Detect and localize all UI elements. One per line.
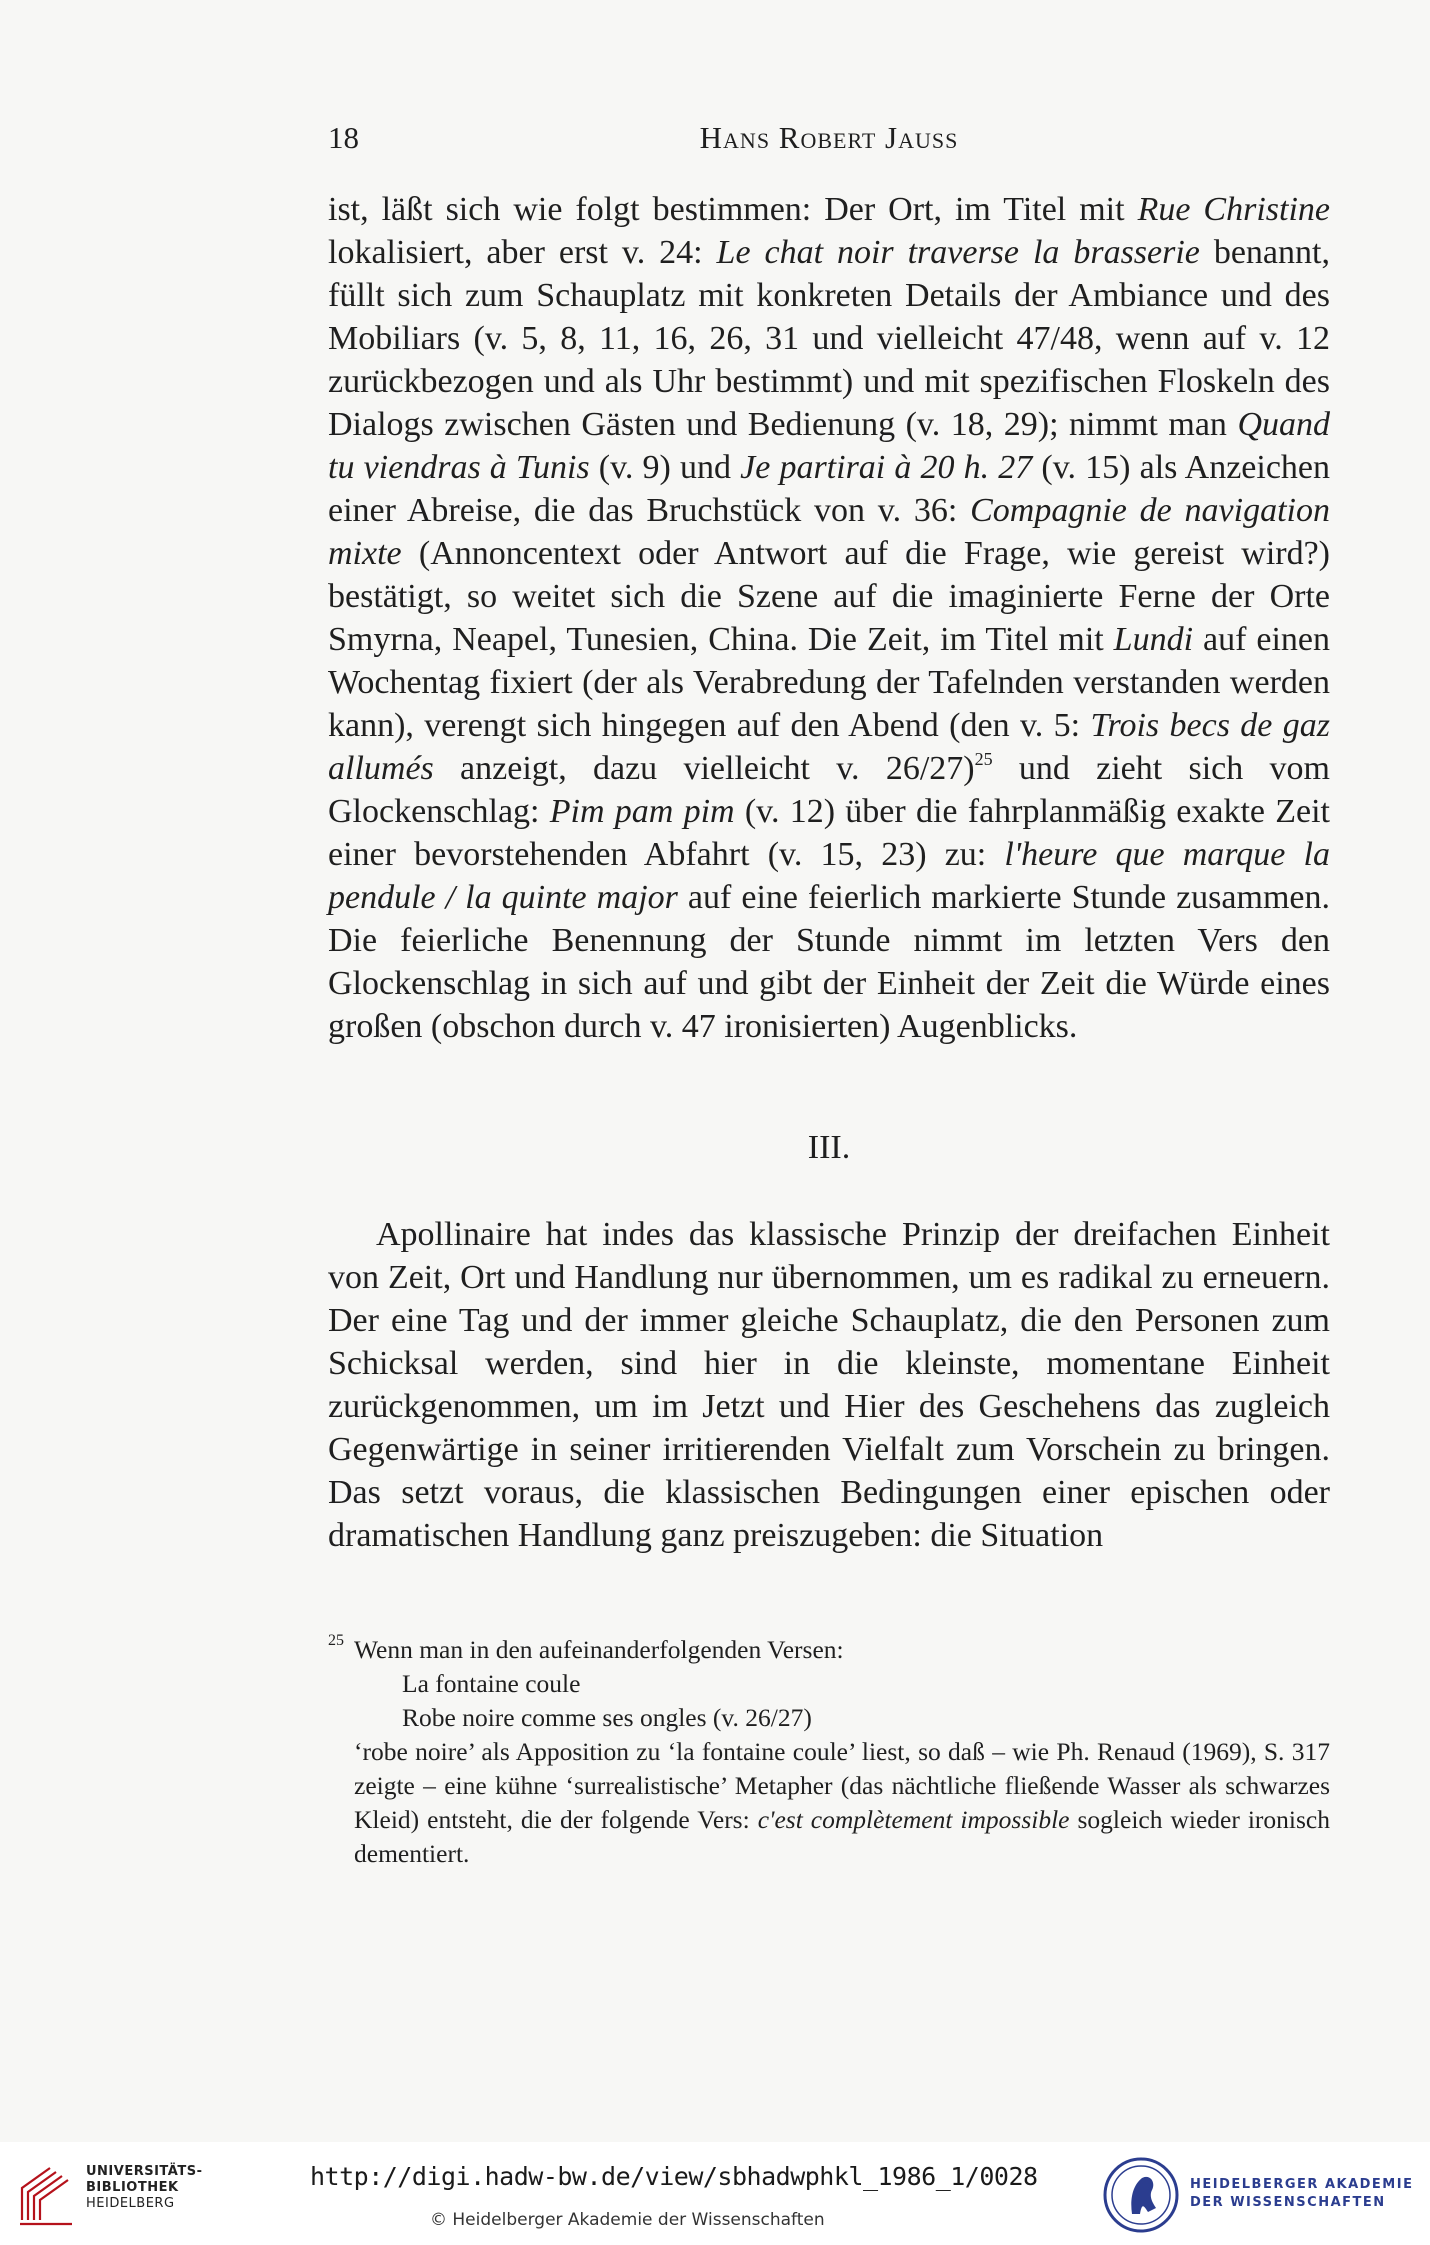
main-text (328, 188, 1330, 1557)
footnote-reference[interactable]: 25 (974, 749, 993, 769)
title-citation: Rue Christine (1137, 191, 1330, 228)
paragraph-1 (328, 188, 1330, 1048)
footnote-text: sogleich wieder ironisch dementiert. (354, 1805, 1331, 1868)
digitization-footer (0, 2142, 1430, 2245)
verse-citation: c'est complètement impossible (757, 1805, 1070, 1834)
verse-citation: Trois becs de gaz allumés (328, 707, 1330, 787)
footnote-text: ‘robe noire’ als Apposition zu ‘la fontaine coule’ liest, so daß – wie Ph. Renaud (1969), S. 317 zeigte – eine kühne ‘surrealistische’ Metapher (das nächtliche fließende Wasser als schwarzes Kleid) entsteht, die der folgende Vers: (354, 1737, 1330, 1834)
text-run: (v. 15) als Anzeichen einer Abreise, die das Bruchstück von v. 36: (328, 449, 1331, 529)
verse-citation: l'heure que marque la pendule / la quinte major (328, 836, 1330, 916)
ub-line: UNIVERSITÄTS- (86, 2164, 203, 2179)
ub-line: BIBLIOTHEK (86, 2180, 179, 2195)
footnote-text: Wenn man in den aufeinanderfolgenden Versen: (354, 1635, 844, 1664)
footnote-25 (328, 1633, 1330, 1667)
verse-citation: Quand tu viendras à Tunis (328, 406, 1330, 486)
footnotes (328, 1633, 1330, 1871)
university-library-name (86, 2164, 202, 2212)
academy-line: HEIDELBERGER AKADEMIE (1190, 2177, 1414, 2192)
academy-name (1190, 2176, 1413, 2212)
footnote-verse: La fontaine coule (402, 1669, 581, 1698)
text-run: lokalisiert, aber erst v. 24: (328, 234, 717, 271)
footnote-mark: 25 (328, 1632, 344, 1649)
footnote-verse: Robe noire comme ses ongles (v. 26/27) (402, 1703, 812, 1732)
verse-citation: Je partirai à 20 h. 27 (740, 449, 1033, 486)
copyright-notice: © Heidelberger Akademie der Wissenschaften (430, 2210, 825, 2230)
page-number: 18 (328, 120, 359, 155)
text-run: auf eine feierlich markierte Stunde zusammen. Die feierliche Benennung der Stunde nimmt im letzten Vers den Glockenschlag in sich auf und gibt der Einheit der Zeit die Würde eines großen (obschon durch v. 47 ironisierten) Augenblicks. (328, 879, 1330, 1045)
academy-line: DER WISSENSCHAFTEN (1190, 2195, 1386, 2210)
running-head: Hans Robert Jauss (699, 120, 959, 155)
text-run: (v. 12) über die fahrplanmäßig exakte Zeit einer bevorstehenden Abfahrt (v. 15, 23) zu: (328, 793, 1330, 873)
verse-citation: Pim pam pim (549, 793, 735, 830)
ub-line: HEIDELBERG (86, 2196, 175, 2211)
verse-citation: Compagnie de navigation mixte (328, 492, 1330, 572)
text-run: auf einen Wochentag fixiert (der als Verabredung der Tafelnden verstanden werden kann), verengt sich hingegen auf den Abend (den v. 5: (328, 621, 1330, 744)
section-heading: III. (807, 1129, 851, 1166)
verse-citation: Le chat noir traverse la brasserie (716, 234, 1200, 271)
text-run: benannt, füllt sich zum Schauplatz mit konkreten Details der Ambiance und des Mobiliars (v. 5, 8, 11, 16, 26, 31 und vielleicht 47/48, wenn auf v. 12 zurückbezogen und als Uhr bestimmt) und mit spezifischen Floskeln des Dialogs zwischen Gästen und Bedienung (v. 18, 29); nimmt man (328, 234, 1330, 443)
text-run: (Annoncentext oder Antwort auf die Frage, wie gereist wird?) bestätigt, so weitet sich die Szene auf die imaginierte Ferne der Orte Smyrna, Neapel, Tunesien, China. Die Zeit, im Titel mit (328, 535, 1330, 658)
paragraph-2: Apollinaire hat indes das klassische Prinzip der dreifachen Einheit von Zeit, Ort und Handlung nur übernommen, um es radikal zu erneuern. Der eine Tag und der immer gleiche Schauplatz, die den Personen zum Schicksal werden, sind hier in die kleinste, momentane Einheit zurückgenommen, um im Jetzt und Hier des Geschehens das zugleich Gegenwärtige in seiner irritierenden Vielfalt zum Vorschein zu bringen. Das setzt voraus, die klassischen Bedingungen einer epischen oder dramatischen Handlung ganz preiszugeben: die Situation (328, 1216, 1330, 1554)
academy-seal-icon[interactable] (1102, 2156, 1180, 2234)
text-run: anzeigt, dazu vielleicht v. 26/27) (433, 750, 975, 787)
text-run: und zieht sich vom Glockenschlag: (328, 750, 1330, 830)
university-library-logo-icon[interactable] (16, 2160, 80, 2230)
text-run: (v. 9) und (589, 449, 741, 486)
permalink-url[interactable]: http://digi.hadw-bw.de/view/sbhadwphkl_1986_1/0028 (310, 2162, 1038, 2191)
title-citation: Lundi (1113, 621, 1194, 658)
footnote-body (328, 1735, 1330, 1871)
text-run: ist, läßt sich wie folgt bestimmen: Der Ort, im Titel mit (328, 191, 1138, 228)
